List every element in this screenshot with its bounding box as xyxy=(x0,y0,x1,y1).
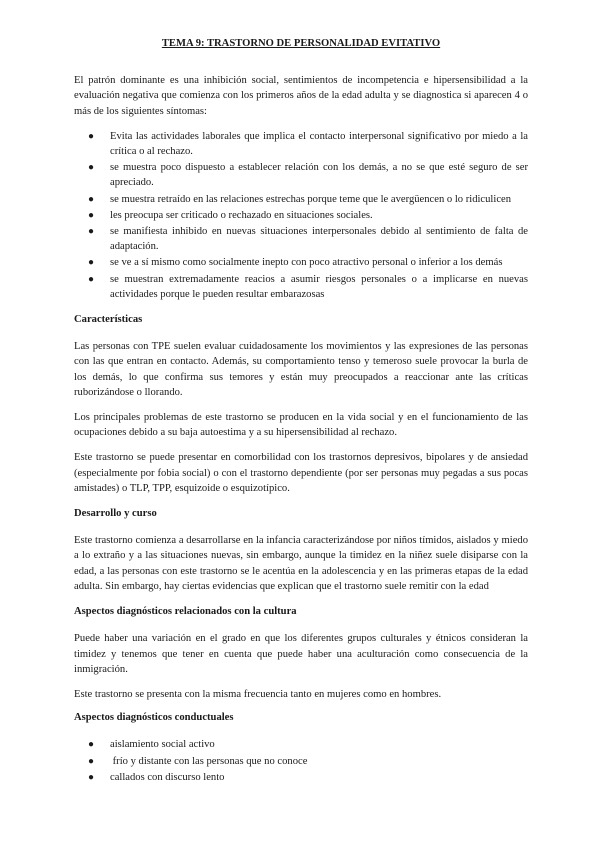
list-item: ● les preocupa ser criticado o rechazado en situaciones sociales. xyxy=(110,208,528,223)
caracteristicas-paragraph-1: Las personas con TPE suelen evaluar cuidadosamente los movimientos y las expresiones de las personas con las que entran en contacto. Además, su comportamiento tenso y temeroso suele provocar la burla de los demás, lo que confirma sus temores y están muy preocupados a reaccionar ante las críticas ruborizándose o llorando. xyxy=(74,341,528,398)
bullet-icon: ● xyxy=(88,273,95,285)
bullet-icon: ● xyxy=(88,193,95,205)
bullet-icon: ● xyxy=(88,162,95,174)
section-heading-desarrollo: Desarrollo y curso xyxy=(74,508,157,520)
list-item: ● se muestra retraído en las relaciones estrechas porque teme que le avergüencen o lo ridiculicen xyxy=(110,192,528,207)
cultura-paragraph-2: Este trastorno se presenta con la misma frecuencia tanto en mujeres como en hombres. xyxy=(74,688,442,700)
symptoms-list xyxy=(74,129,528,302)
bullet-icon: ● xyxy=(88,130,95,142)
list-item: ● Evita las actividades laborales que implica el contacto interpersonal significativo por miedo a la crítica o al rechazo. xyxy=(88,130,528,158)
intro-paragraph: El patrón dominante es una inhibición social, sentimientos de incompetencia e hipersensibilidad a la evaluación negativa que comienza con los primeros años de la edad adulta y se diagnostica si aparecen 4 o más de los siguientes síntomas: xyxy=(74,75,528,117)
document-title: TEMA 9: TRASTORNO DE PERSONALIDAD EVITATIVO xyxy=(161,38,441,49)
list-item: ● se muestra poco dispuesto a establecer relación con los demás, a no se que esté seguro de ser apreciado. xyxy=(88,162,528,189)
section-heading-caracteristicas: Características xyxy=(74,314,143,326)
desarrollo-paragraph-1: Este trastorno comienza a desarrollarse en la infancia caracterizándose por niños tímidos, aislados y miedo a lo extraño y a las situaciones nuevas, sin embargo, aunque la timidez en la niñez suele disiparse con la edad, a las personas con este trastorno se le acentúa en la adolescencia y en las primeras etapas de la edad adulta. Sin embargo, hay ciertas evidencias que explican que el trastorno suele remitir con la edad xyxy=(74,535,528,592)
list-item: ● frío y distante con las personas que no conoce xyxy=(110,754,528,769)
bullet-icon: ● xyxy=(88,257,95,269)
bullet-icon: ● xyxy=(88,739,95,751)
caracteristicas-paragraph-2: Los principales problemas de este trastorno se producen en la vida social y en el funcionamiento de las ocupaciones debido a su baja autoestima y a su hipersensibilidad al rechazo. xyxy=(74,412,528,439)
list-item: ● callados con discurso lento xyxy=(110,770,528,785)
bullet-icon: ● xyxy=(88,755,95,767)
list-item: ● aislamiento social activo xyxy=(110,737,528,752)
list-item: ● se muestran extremadamente reacios a asumir riesgos personales o a implicarse en nuevas actividades porque le pueden resultar embarazosas xyxy=(88,273,528,300)
bullet-icon: ● xyxy=(88,209,95,221)
section-heading-cultura: Aspectos diagnósticos relacionados con la cultura xyxy=(74,606,297,618)
bullet-icon: ● xyxy=(88,771,95,783)
caracteristicas-paragraph-3: Este trastorno se puede presentar en comorbilidad con los trastornos depresivos, bipolares y de ansiedad (especialmente por fobia social) o con el trastorno dependiente (por ser personas muy pegadas a sus pocas amistades) o TLP, TPP, esquizoide o esquizotípico. xyxy=(74,452,528,494)
bullet-icon: ● xyxy=(88,226,95,238)
list-item: ● se manifiesta inhibido en nuevas situaciones interpersonales debido al sentimiento de falta de adaptación. xyxy=(88,226,528,253)
section-heading-conductuales: Aspectos diagnósticos conductuales xyxy=(74,712,234,724)
list-item: ● se ve a sí mismo como socialmente inepto con poco atractivo personal o inferior a los demás xyxy=(110,255,528,270)
conductuales-list xyxy=(74,737,528,785)
cultura-paragraph-1: Puede haber una variación en el grado en que los diferentes grupos culturales y étnicos consideran la timidez y tenemos que tener en cuenta que puede haber una aculturación como consecuencia de la inmigración. xyxy=(74,633,528,675)
